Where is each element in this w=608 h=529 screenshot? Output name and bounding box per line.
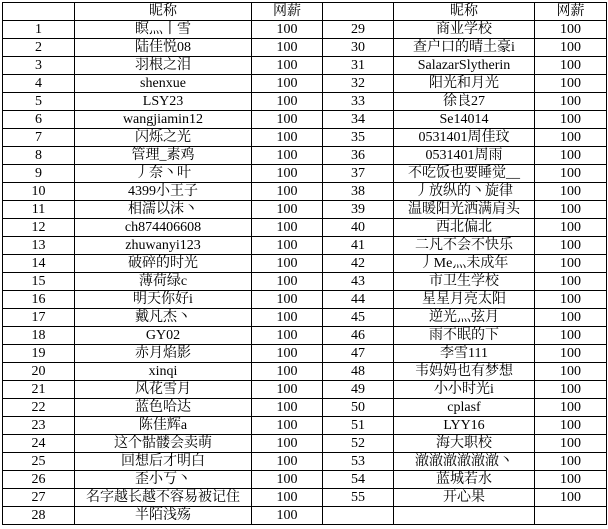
salary-cell: 100 — [535, 381, 607, 399]
salary-cell: 100 — [535, 489, 607, 507]
rank-cell: 33 — [323, 93, 394, 111]
nickname-cell: 赤月焰影 — [75, 345, 252, 363]
table-row — [3, 255, 607, 273]
salary-cell: 100 — [252, 57, 323, 75]
rank-cell: 32 — [323, 75, 394, 93]
nickname-cell: GY02 — [75, 327, 252, 345]
nickname-cell: 蓝色哈达 — [75, 399, 252, 417]
salary-cell: 100 — [252, 399, 323, 417]
table-row — [3, 201, 607, 219]
rank-cell: 44 — [323, 291, 394, 309]
nickname-cell: 瞑灬丨雪 — [75, 21, 252, 39]
table-row — [3, 363, 607, 381]
rank-cell: 21 — [3, 381, 75, 399]
rank-cell: 45 — [323, 309, 394, 327]
salary-cell: 100 — [535, 111, 607, 129]
nickname-cell: 戴凡杰丶 — [75, 309, 252, 327]
salary-cell: 100 — [535, 435, 607, 453]
salary-cell: 100 — [252, 165, 323, 183]
rank-cell: 28 — [3, 507, 75, 525]
rank-cell: 27 — [3, 489, 75, 507]
rank-cell: 40 — [323, 219, 394, 237]
nickname-cell: 逆光灬弦月 — [394, 309, 535, 327]
rank-cell: 41 — [323, 237, 394, 255]
salary-cell: 100 — [252, 111, 323, 129]
table-row — [3, 39, 607, 57]
salary-cell: 100 — [252, 237, 323, 255]
table-row — [3, 471, 607, 489]
nickname-cell: 这个骷髅会卖萌 — [75, 435, 252, 453]
nickname-cell: 半陌浅殇 — [75, 507, 252, 525]
table-row — [3, 111, 607, 129]
rank-cell: 9 — [3, 165, 75, 183]
rank-cell: 50 — [323, 399, 394, 417]
nickname-cell: 开心果 — [394, 489, 535, 507]
nickname-cell: 丿Me灬未成年 — [394, 255, 535, 273]
table-row — [3, 327, 607, 345]
nickname-cell: 二凡不会不快乐 — [394, 237, 535, 255]
salary-cell: 100 — [252, 435, 323, 453]
salary-cell: 100 — [252, 129, 323, 147]
salary-cell: 100 — [252, 147, 323, 165]
table-row — [3, 453, 607, 471]
nickname-cell: 西北偏北 — [394, 219, 535, 237]
rank-cell: 17 — [3, 309, 75, 327]
table-row — [3, 75, 607, 93]
rank-cell: 42 — [323, 255, 394, 273]
rank-cell: 48 — [323, 363, 394, 381]
table-row — [3, 237, 607, 255]
nickname-cell: zhuwanyi123 — [75, 237, 252, 255]
salary-cell: 100 — [535, 309, 607, 327]
nickname-cell: 李雪111 — [394, 345, 535, 363]
rank-cell: 29 — [323, 21, 394, 39]
nickname-cell: 羽根之泪 — [75, 57, 252, 75]
rank-cell: 14 — [3, 255, 75, 273]
salary-cell: 100 — [535, 237, 607, 255]
table-row — [3, 291, 607, 309]
nickname-cell: SalazarSlytherin — [394, 57, 535, 75]
header-blank-right — [323, 3, 394, 21]
rank-cell: 26 — [3, 471, 75, 489]
table-row — [3, 165, 607, 183]
rank-cell: 11 — [3, 201, 75, 219]
nickname-cell: 名字越长越不容易被记住 — [75, 489, 252, 507]
nickname-cell: 丿放纵的丶旋律 — [394, 183, 535, 201]
table-row — [3, 417, 607, 435]
salary-cell: 100 — [535, 345, 607, 363]
nickname-cell: 徐良27 — [394, 93, 535, 111]
salary-cell: 100 — [252, 381, 323, 399]
salary-cell: 100 — [535, 165, 607, 183]
rank-cell: 38 — [323, 183, 394, 201]
salary-cell: 100 — [252, 183, 323, 201]
nickname-cell: 阳光和月光 — [394, 75, 535, 93]
salary-cell: 100 — [252, 75, 323, 93]
table-row — [3, 435, 607, 453]
header-nickname-right: 昵称 — [394, 3, 535, 21]
salary-cell: 100 — [252, 453, 323, 471]
rank-cell: 5 — [3, 93, 75, 111]
nickname-cell: 查户口的晴土豪i — [394, 39, 535, 57]
salary-cell: 100 — [252, 507, 323, 525]
nickname-cell: 星星月亮太阳 — [394, 291, 535, 309]
nickname-cell: 小小时光i — [394, 381, 535, 399]
table-row — [3, 399, 607, 417]
nickname-cell: LYY16 — [394, 417, 535, 435]
nickname-cell: 不吃饭也要睡觉__ — [394, 165, 535, 183]
salary-cell: 100 — [535, 21, 607, 39]
table-row — [3, 147, 607, 165]
rank-cell: 16 — [3, 291, 75, 309]
table-row — [3, 489, 607, 507]
rank-cell: 53 — [323, 453, 394, 471]
rank-cell: 24 — [3, 435, 75, 453]
nickname-cell: 商业学校 — [394, 21, 535, 39]
table-row — [3, 93, 607, 111]
rank-cell: 12 — [3, 219, 75, 237]
header-nickname-left: 昵称 — [75, 3, 252, 21]
nickname-cell: ch874406608 — [75, 219, 252, 237]
rank-cell: 35 — [323, 129, 394, 147]
rank-cell: 46 — [323, 327, 394, 345]
salary-cell: 100 — [535, 273, 607, 291]
rank-cell: 47 — [323, 345, 394, 363]
table-row — [3, 345, 607, 363]
salary-cell: 100 — [535, 471, 607, 489]
salary-cell: 100 — [535, 57, 607, 75]
rank-cell: 36 — [323, 147, 394, 165]
nickname-cell: 薄荷绿c — [75, 273, 252, 291]
salary-cell: 100 — [535, 39, 607, 57]
rank-cell: 39 — [323, 201, 394, 219]
nickname-cell: 4399小王子 — [75, 183, 252, 201]
rank-cell: 23 — [3, 417, 75, 435]
nickname-cell: wangjiamin12 — [75, 111, 252, 129]
rank-cell: 22 — [3, 399, 75, 417]
rank-cell: 55 — [323, 489, 394, 507]
nickname-cell: 0531401周佳玟 — [394, 129, 535, 147]
rank-cell: 25 — [3, 453, 75, 471]
rank-cell: 7 — [3, 129, 75, 147]
nickname-cell: 温暖阳光洒满肩头 — [394, 201, 535, 219]
nickname-cell: 市卫生学校 — [394, 273, 535, 291]
nickname-cell: Se14014 — [394, 111, 535, 129]
table-row — [3, 21, 607, 39]
table-row — [3, 219, 607, 237]
salary-cell: 100 — [252, 489, 323, 507]
rank-cell — [323, 507, 394, 525]
roster-table — [2, 2, 607, 525]
salary-cell: 100 — [252, 21, 323, 39]
nickname-cell: 风花雪月 — [75, 381, 252, 399]
salary-cell: 100 — [252, 363, 323, 381]
salary-cell: 100 — [535, 453, 607, 471]
table-row — [3, 507, 607, 525]
nickname-cell: 澈澈澈澈澈澈丶 — [394, 453, 535, 471]
rank-cell: 43 — [323, 273, 394, 291]
salary-cell: 100 — [252, 291, 323, 309]
salary-cell: 100 — [252, 201, 323, 219]
nickname-cell: shenxue — [75, 75, 252, 93]
rank-cell: 15 — [3, 273, 75, 291]
nickname-cell: 闪烁之光 — [75, 129, 252, 147]
header-blank-left — [3, 3, 75, 21]
rank-cell: 18 — [3, 327, 75, 345]
salary-cell: 100 — [535, 363, 607, 381]
nickname-cell: 丿奈丶叶 — [75, 165, 252, 183]
salary-cell: 100 — [252, 309, 323, 327]
nickname-cell: 雨不眠的下 — [394, 327, 535, 345]
salary-cell: 100 — [252, 345, 323, 363]
salary-cell: 100 — [252, 219, 323, 237]
salary-cell: 100 — [252, 471, 323, 489]
salary-cell: 100 — [252, 327, 323, 345]
salary-cell: 100 — [252, 255, 323, 273]
rank-cell: 30 — [323, 39, 394, 57]
salary-cell: 100 — [535, 129, 607, 147]
rank-cell: 31 — [323, 57, 394, 75]
salary-cell: 100 — [535, 147, 607, 165]
rank-cell: 52 — [323, 435, 394, 453]
nickname-cell: 管理_素鸡 — [75, 147, 252, 165]
nickname-cell: 蓝城若水 — [394, 471, 535, 489]
rank-cell: 10 — [3, 183, 75, 201]
rank-cell: 4 — [3, 75, 75, 93]
header-salary-left: 网薪 — [252, 3, 323, 21]
rank-cell: 54 — [323, 471, 394, 489]
salary-cell: 100 — [252, 273, 323, 291]
nickname-cell: 破碎的时光 — [75, 255, 252, 273]
salary-cell: 100 — [535, 201, 607, 219]
salary-cell: 100 — [252, 417, 323, 435]
rank-cell: 19 — [3, 345, 75, 363]
salary-cell: 100 — [535, 93, 607, 111]
salary-cell: 100 — [535, 399, 607, 417]
nickname-cell: 回想后才明白 — [75, 453, 252, 471]
rank-cell: 51 — [323, 417, 394, 435]
table-row — [3, 381, 607, 399]
nickname-cell: 明天你好i — [75, 291, 252, 309]
nickname-cell: 韦妈妈也有梦想 — [394, 363, 535, 381]
salary-cell: 100 — [535, 219, 607, 237]
nickname-cell — [394, 507, 535, 525]
rank-cell: 34 — [323, 111, 394, 129]
rank-cell: 20 — [3, 363, 75, 381]
nickname-cell: 相濡以沫丶 — [75, 201, 252, 219]
header-salary-right: 网薪 — [535, 3, 607, 21]
salary-cell: 100 — [535, 255, 607, 273]
nickname-cell: 歪小丂丶 — [75, 471, 252, 489]
rank-cell: 1 — [3, 21, 75, 39]
table-row — [3, 309, 607, 327]
rank-cell: 6 — [3, 111, 75, 129]
table-row — [3, 129, 607, 147]
nickname-cell: 陈佳辉a — [75, 417, 252, 435]
nickname-cell: 陆佳悦08 — [75, 39, 252, 57]
nickname-cell: LSY23 — [75, 93, 252, 111]
table-row — [3, 57, 607, 75]
nickname-cell: xinqi — [75, 363, 252, 381]
rank-cell: 49 — [323, 381, 394, 399]
rank-cell: 3 — [3, 57, 75, 75]
salary-cell: 100 — [252, 93, 323, 111]
salary-cell: 100 — [535, 327, 607, 345]
salary-cell: 100 — [535, 417, 607, 435]
salary-cell: 100 — [535, 291, 607, 309]
salary-cell: 100 — [252, 39, 323, 57]
rank-cell: 2 — [3, 39, 75, 57]
rank-cell: 8 — [3, 147, 75, 165]
salary-cell: 100 — [535, 75, 607, 93]
table-row — [3, 183, 607, 201]
table-row — [3, 273, 607, 291]
salary-cell: 100 — [535, 183, 607, 201]
rank-cell: 37 — [323, 165, 394, 183]
nickname-cell: cplasf — [394, 399, 535, 417]
nickname-cell: 海大职校 — [394, 435, 535, 453]
nickname-cell: 0531401周雨 — [394, 147, 535, 165]
header-row — [3, 3, 607, 21]
salary-cell — [535, 507, 607, 525]
rank-cell: 13 — [3, 237, 75, 255]
